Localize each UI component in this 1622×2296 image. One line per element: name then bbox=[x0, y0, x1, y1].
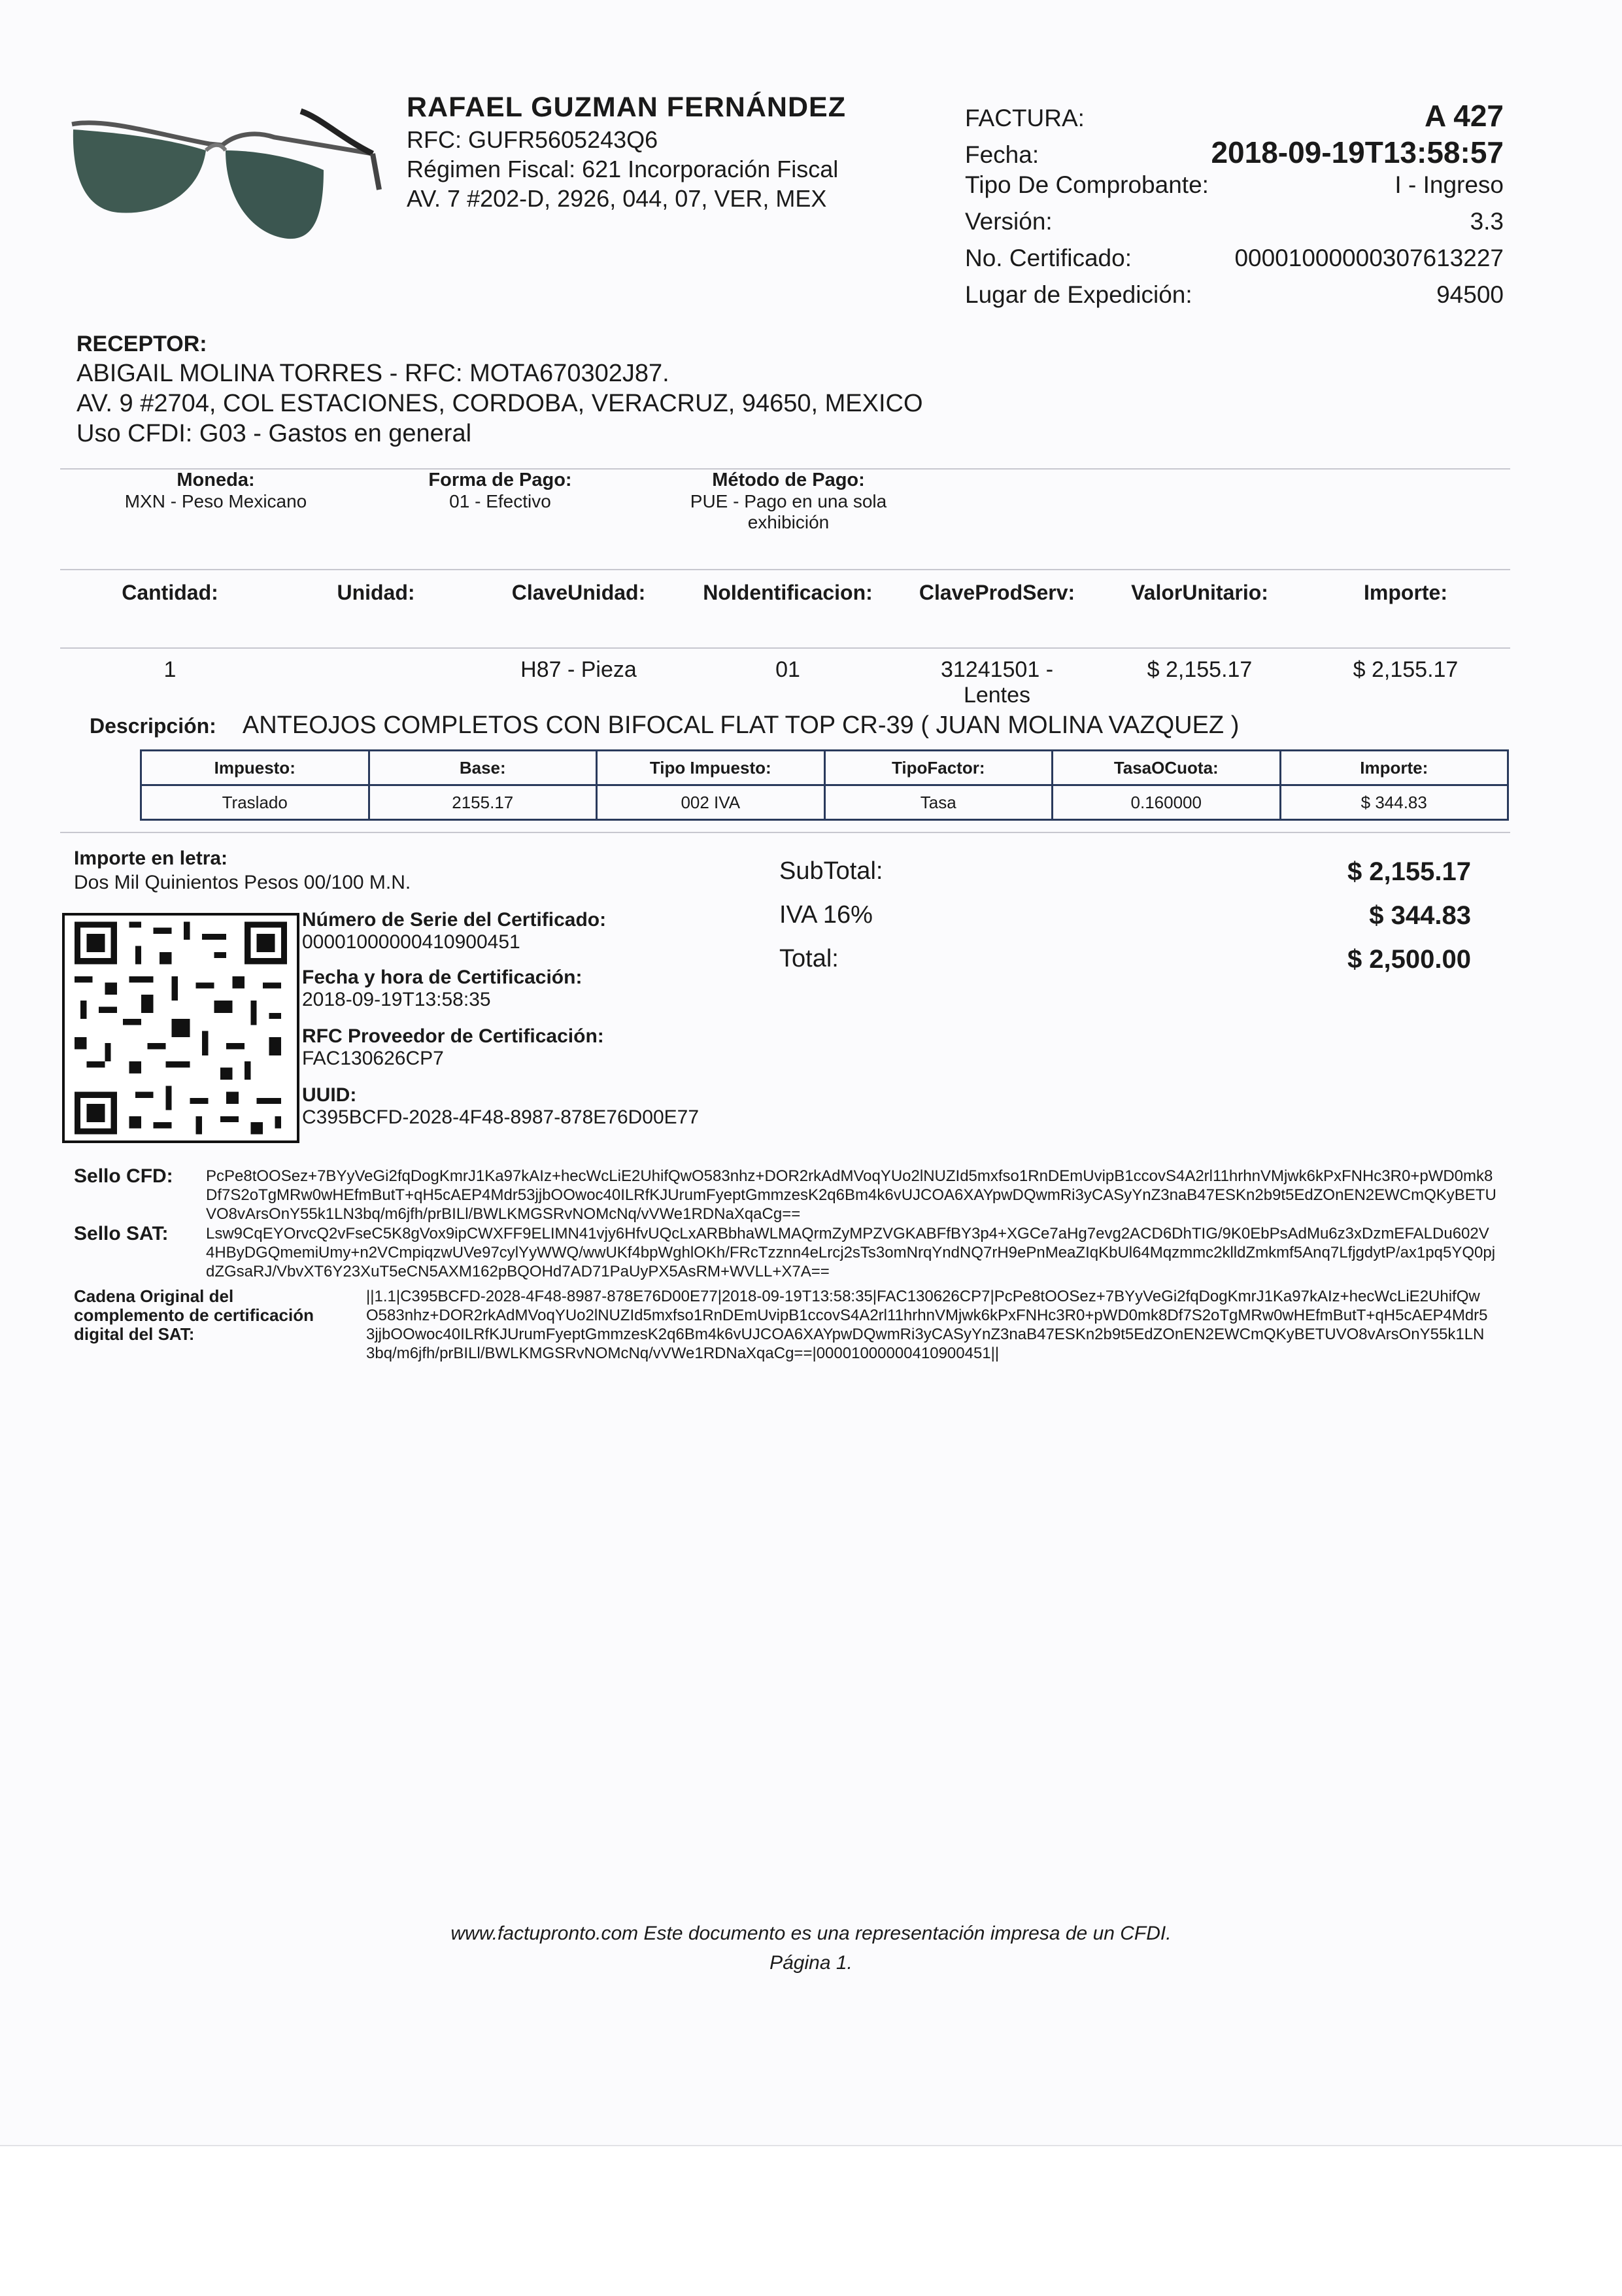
receptor-name: ABIGAIL MOLINA TORRES - RFC: MOTA670302J87. bbox=[76, 360, 669, 387]
metodo-pago-value-2: exhibición bbox=[747, 512, 830, 532]
cell-clave-unidad: H87 - Pieza bbox=[520, 657, 637, 682]
metodo-pago-label: Método de Pago: bbox=[712, 470, 865, 490]
forma-pago-value: 01 - Efectivo bbox=[449, 491, 551, 511]
importe-letra-value: Dos Mil Quinientos Pesos 00/100 M.N. bbox=[74, 872, 411, 893]
scan-bottom-edge bbox=[0, 2145, 1622, 2296]
receptor-title: RECEPTOR: bbox=[76, 332, 207, 356]
cell-clave-prod-code: 31241501 - bbox=[940, 657, 1054, 682]
metodo-pago bbox=[658, 470, 919, 533]
emitter-rfc: RFC: GUFR5605243Q6 bbox=[407, 126, 658, 153]
meta-value: I - Ingreso bbox=[1394, 171, 1504, 198]
invoice-meta bbox=[965, 98, 1504, 318]
subtotal-label: SubTotal: bbox=[779, 857, 883, 885]
total-label: Total: bbox=[779, 945, 839, 972]
emitter-regimen: Régimen Fiscal: 621 Incorporación Fiscal bbox=[407, 156, 839, 182]
tax-cell: 2155.17 bbox=[369, 785, 597, 820]
meta-row-factura bbox=[965, 98, 1504, 135]
col-header-clave-unidad: ClaveUnidad: bbox=[511, 581, 646, 604]
col-header-clave-prod: ClaveProdServ: bbox=[919, 581, 1075, 604]
tax-header-row bbox=[141, 751, 1508, 785]
sello-sat-text: Lsw9CqEYOrvcQ2vFseC5K8gVox9ipCWXFF9ELIMN41vjy6HfvUQcLxARBbhaWLMAQrmZyMPZVGKABFfBY3p4+XGCe7aHg7evg2ACD6DhTIG/9K0EbPsAdMu6z3xDzmEFALDu602V4HByDGQmemiUmy+n2VCmpiqzwUVe97cylYyWWQ/wwUKf4bpWghlOKh/FRcTzznn4eLrcj2sTs3omNrqYndNQ7rH9ePnMeaZIqKbUl64Mqzmmc2klldZmkmf5Anq7LfjgdytP/ax1pq5YQ0pjdZGsaRJ/VbvXT6Y23XuT5eCN5AXM162pBQOHd7AD71PaUyPX5AsRM+WVLL+X7A== bbox=[206, 1225, 1496, 1280]
tax-header: TipoFactor: bbox=[824, 751, 1053, 785]
tax-cell: 0.160000 bbox=[1053, 785, 1281, 820]
cert-serie-label: Número de Serie del Certificado: bbox=[302, 909, 607, 931]
meta-label: Fecha: bbox=[965, 141, 1039, 168]
moneda bbox=[85, 470, 346, 512]
cert-rfc-value: FAC130626CP7 bbox=[302, 1048, 444, 1069]
meta-label: Versión: bbox=[965, 208, 1053, 235]
sunglasses-logo bbox=[65, 98, 386, 288]
col-header-valor-unitario: ValorUnitario: bbox=[1131, 581, 1268, 604]
subtotal-value: $ 2,155.17 bbox=[1347, 857, 1471, 886]
cert-uuid-label: UUID: bbox=[302, 1084, 357, 1106]
description-text: ANTEOJOS COMPLETOS CON BIFOCAL FLAT TOP CR-39 ( JUAN MOLINA VAZQUEZ ) bbox=[242, 711, 1240, 739]
meta-value: 2018-09-19T13:58:57 bbox=[1211, 135, 1504, 169]
cert-rfc-label: RFC Proveedor de Certificación: bbox=[302, 1025, 604, 1047]
divider bbox=[60, 569, 1510, 570]
meta-row-version bbox=[965, 208, 1504, 245]
tax-header: Tipo Impuesto: bbox=[597, 751, 825, 785]
metodo-pago-value: PUE - Pago en una sola bbox=[690, 491, 887, 511]
iva-label: IVA 16% bbox=[779, 901, 873, 929]
tax-cell: $ 344.83 bbox=[1280, 785, 1508, 820]
forma-pago-label: Forma de Pago: bbox=[428, 470, 572, 490]
sello-sat-label: Sello SAT: bbox=[74, 1223, 169, 1244]
meta-value: 94500 bbox=[1436, 281, 1504, 308]
meta-label: No. Certificado: bbox=[965, 245, 1132, 271]
cadena-original-label: Cadena Original del complemento de certificación digital del SAT: bbox=[74, 1286, 314, 1344]
cell-valor-unitario: $ 2,155.17 bbox=[1147, 657, 1253, 682]
meta-value: 00001000000307613227 bbox=[1234, 245, 1504, 271]
forma-pago bbox=[369, 470, 631, 512]
tax-header: Impuesto: bbox=[141, 751, 369, 785]
meta-row-tipo bbox=[965, 171, 1504, 208]
page-number: Página 1. bbox=[769, 1952, 853, 1974]
moneda-label: Moneda: bbox=[177, 470, 255, 490]
col-header-cantidad: Cantidad: bbox=[122, 581, 218, 604]
tax-row bbox=[141, 785, 1508, 820]
qr-code bbox=[62, 913, 299, 1143]
importe-letra-label: Importe en letra: bbox=[74, 848, 228, 869]
cadena-original-text: ||1.1|C395BCFD-2028-4F48-8987-878E76D00E77|2018-09-19T13:58:35|FAC130626CP7|PcPe8tOOSez+7BYyVeGi2fqDogKmrJ1Ka97kAIz+hecWcLiE2UhifQwO583nhz+DOR2rkAdMVoqYUo2lNUZId5mxfso1RnDEmUvipB1ccovS4A2rl11hrhnVMjwk6kPxFNHc3R0+pWD0mk8Df7S2oTgMRw0wHEfmButT+qH5cAEP4Mdr53jjbOOwoc40ILRfKJUrumFyeptGmmzesK2q6Bm4k6vUJCOA6XAYpwDQwmRi3yCASyYnZ3naB47ESKn2b9t5EdZOnEN2EWCmQKyBETUVO8vArsOnY55k1LN3bq/m6jfh/prBILl/BWLKMGSRvNOMcNq/vVWe1RDNaXqaCg==|00001000000410900451|| bbox=[366, 1288, 1488, 1362]
meta-label: Lugar de Expedición: bbox=[965, 281, 1192, 308]
cert-fecha-value: 2018-09-19T13:58:35 bbox=[302, 989, 491, 1010]
receptor-uso-cfdi: Uso CFDI: G03 - Gastos en general bbox=[76, 420, 472, 447]
cert-serie-value: 00001000000410900451 bbox=[302, 931, 520, 953]
cell-importe: $ 2,155.17 bbox=[1353, 657, 1459, 682]
meta-value: 3.3 bbox=[1470, 208, 1504, 235]
moneda-value: MXN - Peso Mexicano bbox=[124, 491, 307, 511]
divider bbox=[60, 647, 1510, 649]
tax-cell: Traslado bbox=[141, 785, 369, 820]
meta-row-lugar bbox=[965, 281, 1504, 318]
sello-cfd-label: Sello CFD: bbox=[74, 1165, 173, 1187]
sello-cfd-text: PcPe8tOOSez+7BYyVeGi2fqDogKmrJ1Ka97kAIz+hecWcLiE2UhifQwO583nhz+DOR2rkAdMVoqYUo2lNUZId5mxfso1RnDEmUvipB1ccovS4A2rl11hrhnVMjwk6kPxFNHc3R0+pWD0mk8Df7S2oTgMRw0wHEfmButT+qH5cAEP4Mdr53jjbOOwoc40ILRfKJUrumFyeptGmmzesK2q6Bm4k6vUJCOA6XAYpwDQwmRi3yCASyYnZ3naB47ESKn2b9t5EdZOnEN2EWCmQKyBETUVO8vArsOnY55k1LN3bq/m6jfh/prBILl/BWLKMGSRvNOMcNq/vVWe1RDNaXqaCg== bbox=[206, 1167, 1496, 1223]
emitter-address: AV. 7 #202-D, 2926, 044, 07, VER, MEX bbox=[407, 185, 827, 212]
description bbox=[90, 711, 1239, 740]
total-value: $ 2,500.00 bbox=[1347, 945, 1471, 974]
meta-row-certificado bbox=[965, 245, 1504, 281]
cell-no-identificacion: 01 bbox=[775, 657, 800, 682]
col-header-no-identificacion: NoIdentificacion: bbox=[703, 581, 873, 604]
cell-cantidad: 1 bbox=[163, 657, 177, 682]
meta-value: A 427 bbox=[1424, 99, 1504, 133]
col-header-importe: Importe: bbox=[1364, 581, 1447, 604]
meta-row-fecha bbox=[965, 135, 1504, 171]
tax-header: TasaOCuota: bbox=[1053, 751, 1281, 785]
iva-value: $ 344.83 bbox=[1369, 901, 1471, 930]
receptor-address: AV. 9 #2704, COL ESTACIONES, CORDOBA, VERACRUZ, 94650, MEXICO bbox=[76, 390, 923, 417]
meta-label: FACTURA: bbox=[965, 105, 1085, 131]
cell-clave-prod-desc: Lentes bbox=[963, 683, 1031, 708]
tax-cell: 002 IVA bbox=[597, 785, 825, 820]
cell-clave-prod bbox=[899, 657, 1095, 708]
cert-fecha-label: Fecha y hora de Certificación: bbox=[302, 967, 583, 988]
divider bbox=[60, 832, 1510, 833]
cert-uuid-value: C395BCFD-2028-4F48-8987-878E76D00E77 bbox=[302, 1106, 700, 1128]
description-label: Descripción: bbox=[90, 714, 216, 738]
col-header-unidad: Unidad: bbox=[337, 581, 415, 604]
tax-header: Importe: bbox=[1280, 751, 1508, 785]
tax-table bbox=[140, 749, 1509, 821]
footer-text: www.factupronto.com Este documento es una representación impresa de un CFDI. bbox=[450, 1923, 1172, 1944]
tax-header: Base: bbox=[369, 751, 597, 785]
emitter-name: RAFAEL GUZMAN FERNÁNDEZ bbox=[407, 92, 846, 123]
meta-label: Tipo De Comprobante: bbox=[965, 171, 1209, 198]
tax-cell: Tasa bbox=[824, 785, 1053, 820]
